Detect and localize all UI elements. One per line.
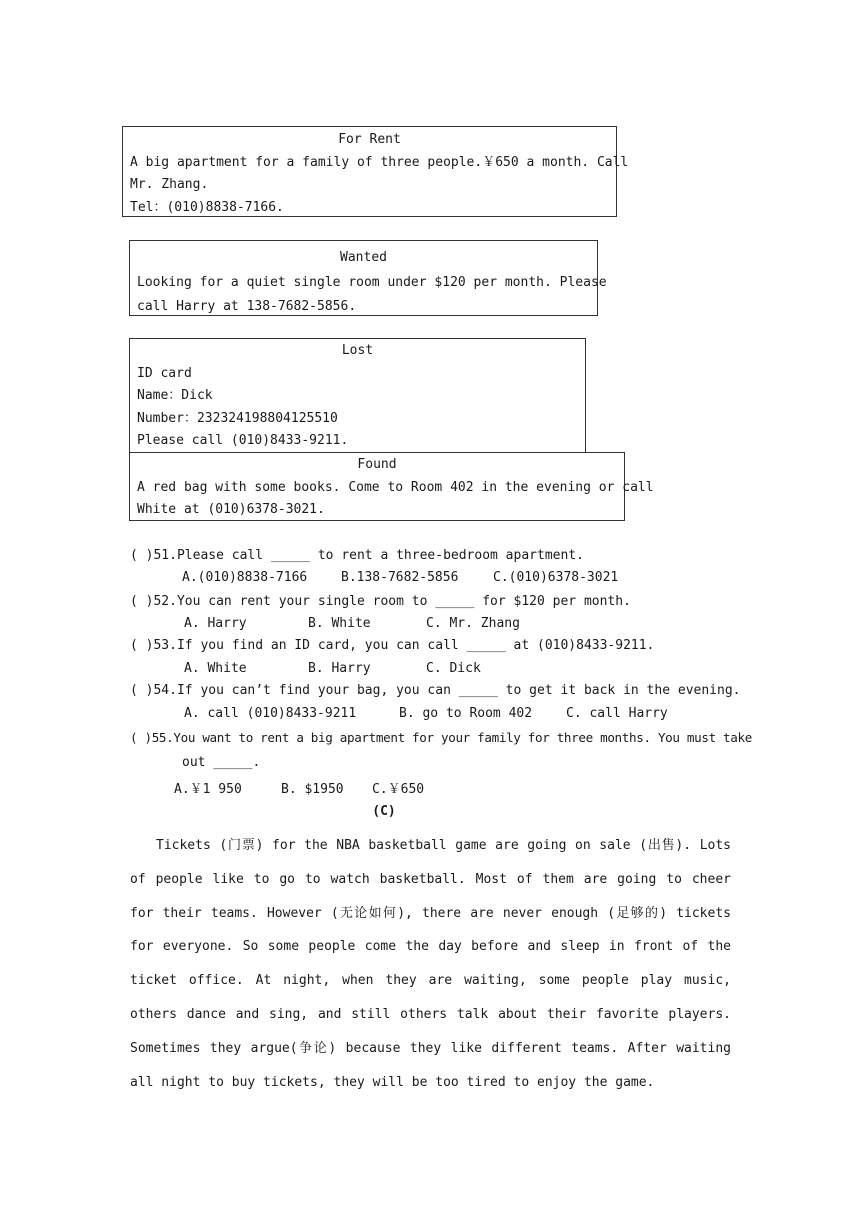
notice-line: White at (010)6378-3021.: [137, 502, 325, 517]
notice-line: Mr. Zhang.: [130, 177, 209, 192]
notice-title: For Rent: [338, 132, 401, 147]
question-55-stem: ( )55.You want to rent a big apartment for your family for three months. You must take: [130, 730, 752, 745]
question-52-stem: ( )52.You can rent your single room to _____ for $120 per month.: [130, 594, 631, 609]
notice-wanted: [129, 240, 607, 316]
option-b: B. Harry: [308, 661, 371, 676]
option-b: B. $1950: [281, 782, 344, 797]
option-c: C. call Harry: [566, 706, 668, 721]
notice-title: Lost: [341, 343, 374, 358]
notice-lost: [129, 338, 586, 453]
question-55-stem-continued: out _____.: [182, 755, 261, 770]
notice-title: Found: [357, 457, 397, 472]
option-c: C.(010)6378-3021: [493, 570, 619, 585]
notice-line: Number：232324198804125510: [137, 410, 338, 426]
option-a: A. Harry: [184, 616, 247, 631]
notice-line: A big apartment for a family of three people.￥650 a month. Call: [130, 154, 629, 170]
option-c: C.￥650: [372, 782, 425, 797]
option-b: B. go to Room 402: [399, 706, 533, 721]
option-a: A.(010)8838-7166: [182, 570, 308, 585]
notice-line: ID card: [137, 365, 192, 381]
option-b: B.138-7682-5856: [341, 570, 459, 585]
question-53-options: [184, 661, 481, 676]
question-51-stem: ( )51.Please call _____ to rent a three-bedroom apartment.: [130, 548, 584, 563]
notice-line: Tel：(010)8838-7166.: [130, 199, 284, 215]
notice-line: A red bag with some books. Come to Room 402 in the evening or call: [137, 479, 654, 495]
option-a: A. White: [184, 661, 247, 676]
question-51-options: [182, 570, 618, 585]
notice-line: call Harry at 138-7682-5856.: [137, 299, 357, 314]
notice-line: Looking for a quiet single room under $120 per month. Please: [137, 274, 607, 290]
question-54-stem: ( )54.If you can’t find your bag, you can _____ to get it back in the evening.: [130, 683, 741, 698]
passage-text: Tickets (门票) for the NBA basketball game are going on sale (出售). Lots of people like to go to watch basketball. Most of them are going to cheer for their teams. However (无论如何), there are never enough (足够的) tickets for everyone. So some people come the day before and sleep in front of the ticket office. At night, when they are waiting, some people play music, others dance and sing, and still others talk about their favorite players. Sometimes they argue(争论) because they like different teams. After waiting all night to buy tickets, they will be too tired to enjoy the game.: [130, 838, 731, 1090]
question-53-stem: ( )53.If you find an ID card, you can call _____ at (010)8433-9211.: [130, 638, 655, 653]
question-52-options: [184, 616, 520, 631]
reading-passage: [130, 829, 731, 1099]
notice-line: Please call (010)8433-9211.: [137, 433, 349, 448]
notice-for-rent: [122, 126, 629, 217]
notice-line: Name：Dick: [137, 388, 213, 403]
notice-found: [129, 452, 654, 521]
option-c: C. Dick: [426, 661, 481, 676]
section-heading: (C): [372, 804, 396, 819]
question-55-options: [174, 778, 424, 797]
notice-title: Wanted: [340, 250, 387, 265]
question-54-options: [184, 706, 668, 721]
option-c: C. Mr. Zhang: [426, 616, 520, 631]
option-a: A.￥1 950: [174, 782, 242, 797]
option-a: A. call (010)8433-9211: [184, 706, 357, 721]
option-b: B. White: [308, 616, 371, 631]
